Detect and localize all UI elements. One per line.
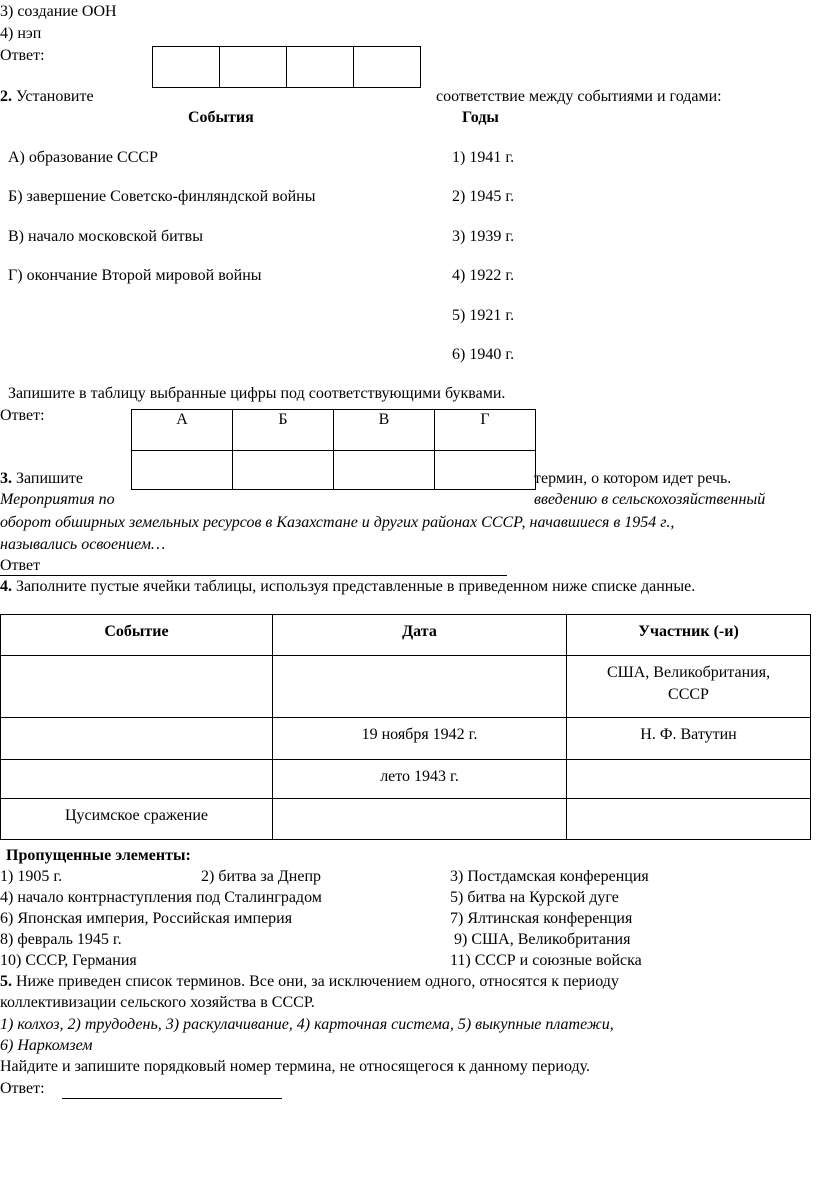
q4-text: Заполните пустые ячейки таблицы, используя представленные в приведенном ниже списке данные.: [16, 578, 696, 595]
year-option: 3) 1939 г.: [452, 228, 515, 245]
q5-terms-line2: 6) Наркомзем: [0, 1037, 93, 1054]
column-header-event: Событие: [1, 615, 273, 656]
years-heading: Годы: [462, 109, 499, 126]
missing-item: 2) битва за Днепр: [201, 868, 322, 885]
table-cell: Н. Ф. Ватутин: [567, 718, 811, 760]
table-cell[interactable]: [273, 656, 567, 718]
missing-item: 1) 1905 г.: [0, 868, 63, 885]
year-option: 5) 1921 г.: [452, 307, 515, 324]
year-option: 4) 1922 г.: [452, 267, 515, 284]
column-header-date: Дата: [273, 615, 567, 656]
letter-d-cell: Г: [435, 410, 536, 451]
missing-item: 3) Постдамская конференция: [450, 868, 649, 885]
q2-answer-label: Ответ:: [0, 407, 45, 424]
q3-text-right: термин, о котором идет речь.: [534, 470, 732, 487]
table-cell[interactable]: [1, 656, 273, 718]
event-b: Б) завершение Советско-финляндской войны: [8, 188, 316, 205]
option-3: 3) создание ООН: [0, 3, 117, 20]
table-cell[interactable]: [567, 760, 811, 799]
q3-italic-line3: назывались освоением…: [0, 536, 166, 553]
q2-intro: [0, 87, 94, 107]
missing-item: 11) СССР и союзные войска: [450, 952, 642, 969]
missing-item: 10) СССР, Германия: [0, 952, 137, 969]
q5-line1: [0, 972, 619, 992]
answer-cell[interactable]: [334, 451, 435, 490]
letter-b-cell: Б: [233, 410, 334, 451]
table-cell: [567, 656, 811, 718]
event-d: Г) окончание Второй мировой войны: [8, 267, 262, 284]
answer-cell[interactable]: [354, 47, 421, 88]
events-heading: События: [188, 109, 254, 126]
missing-item: 5) битва на Курской дуге: [450, 889, 619, 906]
event-c: В) начало московской битвы: [8, 228, 203, 245]
q4-intro: [0, 577, 695, 597]
table-cell: 19 ноября 1942 г.: [273, 718, 567, 760]
events-table: [0, 614, 811, 840]
q3-italic-right: введению в сельскохозяйственный: [534, 491, 766, 508]
q3-intro: [0, 469, 83, 489]
q5-text: Ниже приведен список терминов. Все они, за исключением одного, относятся к периоду: [16, 973, 619, 990]
q2-instruction: Запишите в таблицу выбранные цифры под соответствующими буквами.: [8, 385, 506, 402]
table-cell[interactable]: [1, 760, 273, 799]
missing-elements-title: Пропущенные элементы:: [6, 847, 191, 864]
answer-cell[interactable]: [435, 451, 536, 490]
table-cell[interactable]: [567, 799, 811, 840]
answer-cell[interactable]: [220, 47, 287, 88]
q3-italic-left: Мероприятия по: [0, 491, 115, 508]
q3-answer-label: Ответ: [0, 557, 41, 574]
q5-answer-label: Ответ:: [0, 1080, 45, 1097]
q2-text-right: соответствие между событиями и годами:: [436, 88, 722, 105]
column-header-participants: Участник (-и): [567, 615, 811, 656]
missing-item: 4) начало контрнаступления под Сталинградом: [0, 889, 322, 906]
answer-cell[interactable]: [153, 47, 220, 88]
participants-text: США, Великобритания, СССР: [606, 664, 771, 703]
letter-c-cell: В: [334, 410, 435, 451]
missing-item: 9) США, Великобритания: [454, 931, 631, 948]
option-4: 4) нэп: [0, 25, 42, 42]
q2-number: 2.: [0, 88, 12, 105]
answer-cell[interactable]: [287, 47, 354, 88]
table-cell: Цусимское сражение: [1, 799, 273, 840]
q3-italic-line2: оборот обширных земельных ресурсов в Казахстане и других районах СССР, начавшиеся в 1954 г.,: [0, 514, 675, 531]
q3-answer-line[interactable]: [0, 556, 507, 576]
year-option: 2) 1945 г.: [452, 188, 515, 205]
table-cell[interactable]: [1, 718, 273, 760]
q2-text-left: Установите: [16, 88, 94, 105]
q5-instruction: Найдите и запишите порядковый номер термина, не относящегося к данному периоду.: [0, 1058, 591, 1075]
year-option: 6) 1940 г.: [452, 346, 515, 363]
answer-label-1: Ответ:: [0, 47, 45, 64]
missing-item: 6) Японская империя, Российская империя: [0, 910, 293, 927]
q5-line2: коллективизации сельского хозяйства в СССР.: [0, 994, 315, 1011]
q3-number: 3.: [0, 470, 12, 487]
answer-cell[interactable]: [132, 451, 233, 490]
q5-answer-line[interactable]: [62, 1098, 282, 1099]
year-option: 1) 1941 г.: [452, 149, 515, 166]
answer-cell[interactable]: [233, 451, 334, 490]
table-cell: лето 1943 г.: [273, 760, 567, 799]
answer-grid-1: [152, 46, 421, 88]
missing-item: 7) Ялтинская конференция: [450, 910, 633, 927]
table-cell[interactable]: [273, 799, 567, 840]
letter-a-cell: А: [132, 410, 233, 451]
q3-text-left: Запишите: [16, 470, 84, 487]
missing-item: 8) февраль 1945 г.: [0, 931, 122, 948]
q5-terms-line1: 1) колхоз, 2) трудодень, 3) раскулачивание, 4) карточная система, 5) выкупные платежи,: [0, 1016, 614, 1033]
answer-grid-2: [131, 409, 536, 490]
q4-number: 4.: [0, 578, 12, 595]
event-a: А) образование СССР: [8, 149, 158, 166]
q5-number: 5.: [0, 973, 12, 990]
